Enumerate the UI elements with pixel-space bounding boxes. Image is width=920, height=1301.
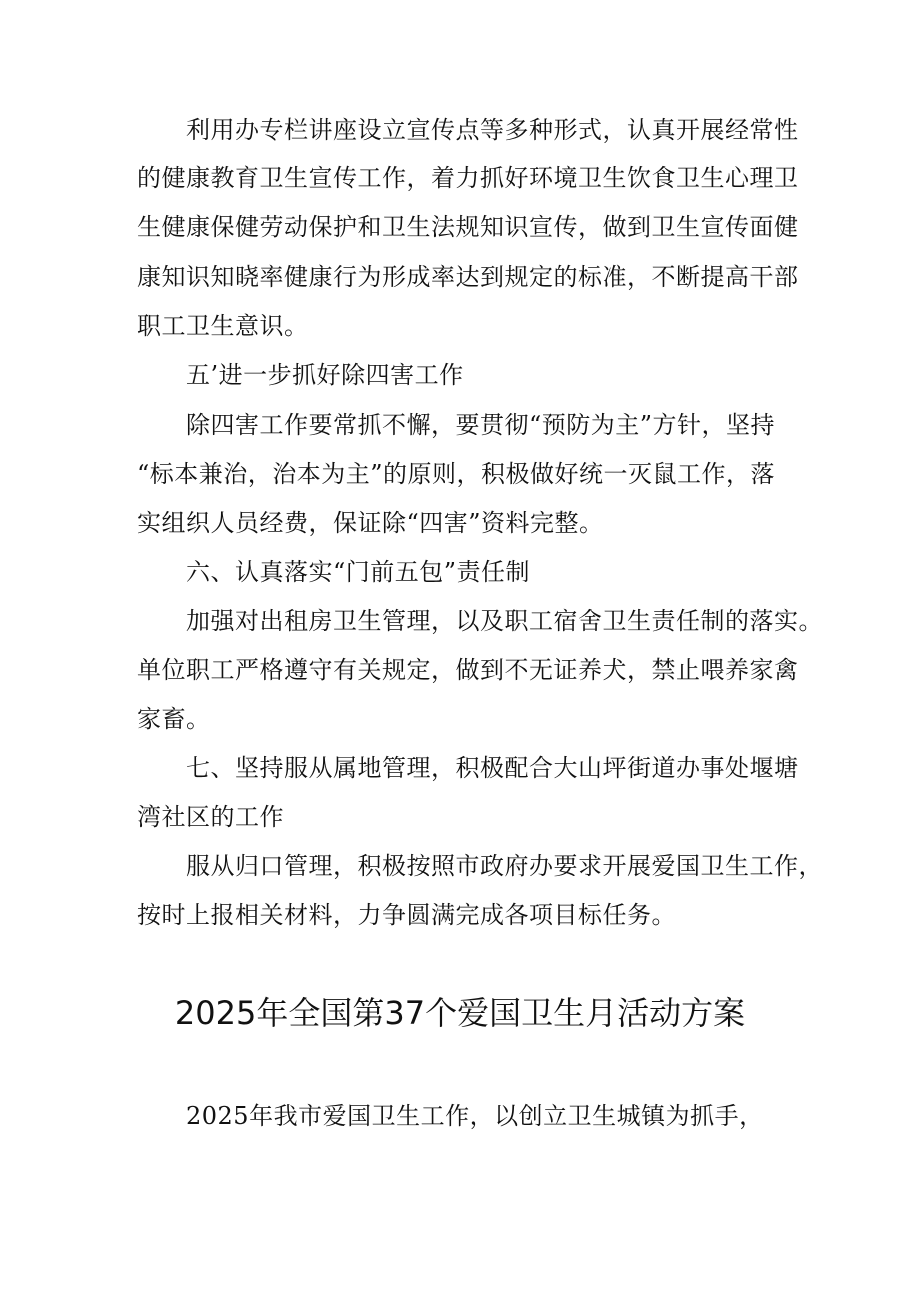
paragraph-line: “标本兼治，治本为主”的原则，积极做好统一灭鼠工作，落 [137,460,776,488]
section-heading: 六、认真落实“门前五包”责任制 [186,558,531,586]
paragraph-line: 利用办专栏讲座设立宣传点等多种形式，认真开展经常性 [186,116,799,144]
paragraph-line: 除四害工作要常抓不懈，要贯彻“预防为主”方针，坚持 [186,411,776,439]
paragraph-line: 2025年我市爱国卫生工作，以创立卫生城镇为抓手， [186,1102,764,1130]
paragraph-line: 生健康保健劳动保护和卫生法规知识宣传，做到卫生宣传面健 [137,213,799,241]
section-heading: 五’进一步抓好除四害工作 [186,361,464,389]
paragraph-line: 康知识知晓率健康行为形成率达到规定的标准，不断提高干部 [137,263,799,291]
paragraph-line: 实组织人员经费，保证除“四害”资料完整。 [137,509,604,537]
document-title: 2025年全国第37个爱国卫生月活动方案 [174,994,746,1032]
paragraph-line: 职工卫生意识。 [137,312,309,340]
paragraph-line: 家畜。 [137,705,211,733]
paragraph-line: 的健康教育卫生宣传工作，着力抓好环境卫生饮食卫生心理卫 [137,164,799,192]
paragraph-line: 加强对出租房卫生管理，以及职工宿舍卫生责任制的落实。 [186,607,823,635]
paragraph-line: 单位职工严格遵守有关规定，做到不无证养犬，禁止喂养家禽 [137,656,799,684]
section-heading: 湾社区的工作 [137,803,284,831]
paragraph-line: 按时上报相关材料，力争圆满完成各项目标任务。 [137,901,676,929]
section-heading: 七、坚持服从属地管理，积极配合大山坪街道办事处堰塘 [186,754,799,782]
paragraph-line: 服从归口管理，积极按照市政府办要求开展爱国卫生工作， [186,852,823,880]
